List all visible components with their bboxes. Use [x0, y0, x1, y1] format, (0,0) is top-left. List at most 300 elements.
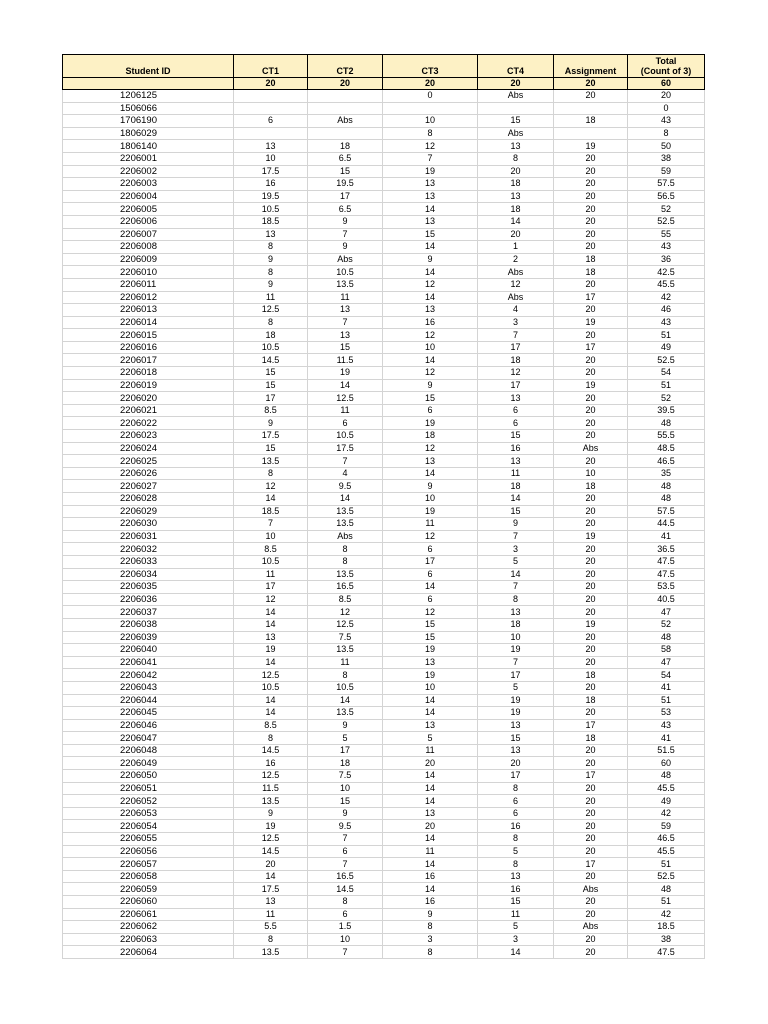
ct4-cell[interactable]: 5 — [478, 681, 554, 694]
assignment-cell[interactable]: 20 — [554, 228, 628, 241]
ct3-cell[interactable]: 16 — [383, 896, 478, 909]
student-id-cell[interactable]: 2206032 — [63, 543, 234, 556]
assignment-cell[interactable]: 17 — [554, 341, 628, 354]
student-id-cell[interactable]: 2206023 — [63, 430, 234, 443]
max-marks-cell[interactable]: 20 — [554, 78, 628, 90]
ct1-cell[interactable]: 17.5 — [234, 883, 308, 896]
assignment-cell[interactable]: 20 — [554, 870, 628, 883]
ct2-cell[interactable]: 9 — [308, 807, 383, 820]
student-id-cell[interactable]: 2206057 — [63, 858, 234, 871]
total-cell[interactable]: 47 — [628, 606, 705, 619]
ct1-cell[interactable]: 10.5 — [234, 555, 308, 568]
ct4-cell[interactable]: 8 — [478, 152, 554, 165]
ct1-cell[interactable]: 17 — [234, 392, 308, 405]
ct2-cell[interactable]: 18 — [308, 140, 383, 153]
ct3-cell[interactable]: 13 — [383, 215, 478, 228]
assignment-cell[interactable]: 20 — [554, 505, 628, 518]
total-cell[interactable]: 52.5 — [628, 870, 705, 883]
student-id-cell[interactable]: 2206036 — [63, 593, 234, 606]
assignment-cell[interactable]: 20 — [554, 807, 628, 820]
student-id-cell[interactable]: 2206060 — [63, 896, 234, 909]
student-id-cell[interactable]: 2206012 — [63, 291, 234, 304]
total-cell[interactable]: 35 — [628, 467, 705, 480]
ct2-cell[interactable]: 13.5 — [308, 707, 383, 720]
max-marks-cell[interactable]: 20 — [478, 78, 554, 90]
ct3-cell[interactable]: 14 — [383, 833, 478, 846]
ct2-cell[interactable]: 11.5 — [308, 354, 383, 367]
ct2-cell[interactable] — [308, 102, 383, 115]
student-id-cell[interactable]: 2206015 — [63, 329, 234, 342]
total-cell[interactable]: 45.5 — [628, 278, 705, 291]
total-cell[interactable]: 42.5 — [628, 266, 705, 279]
ct1-cell[interactable]: 12 — [234, 593, 308, 606]
ct2-cell[interactable]: 15 — [308, 341, 383, 354]
ct4-cell[interactable]: Abs — [478, 127, 554, 140]
ct4-cell[interactable]: 3 — [478, 933, 554, 946]
ct1-cell[interactable]: 11 — [234, 568, 308, 581]
student-id-cell[interactable]: 2206026 — [63, 467, 234, 480]
ct4-cell[interactable]: 15 — [478, 115, 554, 128]
ct3-cell[interactable]: 11 — [383, 744, 478, 757]
assignment-cell[interactable]: 20 — [554, 90, 628, 103]
ct1-cell[interactable]: 12.5 — [234, 669, 308, 682]
ct3-cell[interactable]: 10 — [383, 493, 478, 506]
student-id-cell[interactable]: 2206044 — [63, 694, 234, 707]
ct2-cell[interactable]: 7.5 — [308, 770, 383, 783]
assignment-cell[interactable]: 20 — [554, 417, 628, 430]
ct4-cell[interactable]: 2 — [478, 253, 554, 266]
student-id-cell[interactable]: 2206033 — [63, 555, 234, 568]
ct1-cell[interactable]: 8 — [234, 316, 308, 329]
ct4-cell[interactable]: 17 — [478, 669, 554, 682]
ct2-cell[interactable]: 19.5 — [308, 178, 383, 191]
ct2-cell[interactable]: 13 — [308, 329, 383, 342]
ct4-cell[interactable]: 5 — [478, 845, 554, 858]
ct3-cell[interactable]: 12 — [383, 329, 478, 342]
assignment-cell[interactable]: 20 — [554, 278, 628, 291]
assignment-cell[interactable]: 20 — [554, 820, 628, 833]
ct1-cell[interactable]: 17.5 — [234, 430, 308, 443]
ct4-cell[interactable]: 18 — [478, 480, 554, 493]
ct4-cell[interactable]: 20 — [478, 757, 554, 770]
ct3-cell[interactable]: 12 — [383, 442, 478, 455]
total-cell[interactable]: 53.5 — [628, 581, 705, 594]
ct3-cell[interactable]: 13 — [383, 719, 478, 732]
ct3-cell[interactable]: 13 — [383, 807, 478, 820]
student-id-cell[interactable]: 2206025 — [63, 455, 234, 468]
ct1-cell[interactable]: 13.5 — [234, 795, 308, 808]
total-cell[interactable]: 45.5 — [628, 845, 705, 858]
assignment-cell[interactable]: 20 — [554, 581, 628, 594]
student-id-cell[interactable]: 2206046 — [63, 719, 234, 732]
ct3-cell[interactable]: 12 — [383, 140, 478, 153]
total-cell[interactable]: 58 — [628, 644, 705, 657]
ct1-cell[interactable] — [234, 102, 308, 115]
ct4-cell[interactable]: 6 — [478, 807, 554, 820]
student-id-cell[interactable]: 2206039 — [63, 631, 234, 644]
ct3-cell[interactable]: 15 — [383, 228, 478, 241]
ct2-cell[interactable] — [308, 127, 383, 140]
ct2-cell[interactable]: 7 — [308, 228, 383, 241]
total-cell[interactable]: 43 — [628, 115, 705, 128]
ct1-cell[interactable]: 11 — [234, 908, 308, 921]
ct3-cell[interactable]: 14 — [383, 858, 478, 871]
ct1-cell[interactable]: 5.5 — [234, 921, 308, 934]
ct4-cell[interactable]: 15 — [478, 732, 554, 745]
student-id-cell[interactable]: 2206005 — [63, 203, 234, 216]
ct3-cell[interactable]: 12 — [383, 367, 478, 380]
student-id-cell[interactable]: 2206054 — [63, 820, 234, 833]
total-cell[interactable]: 59 — [628, 820, 705, 833]
ct1-cell[interactable]: 15 — [234, 379, 308, 392]
assignment-cell[interactable]: 18 — [554, 669, 628, 682]
ct4-cell[interactable]: 8 — [478, 593, 554, 606]
student-id-cell[interactable]: 2206037 — [63, 606, 234, 619]
total-cell[interactable]: 46.5 — [628, 833, 705, 846]
total-cell[interactable]: 0 — [628, 102, 705, 115]
student-id-cell[interactable]: 2206024 — [63, 442, 234, 455]
ct2-cell[interactable]: 14 — [308, 694, 383, 707]
assignment-cell[interactable]: 20 — [554, 631, 628, 644]
ct4-cell[interactable]: 17 — [478, 770, 554, 783]
ct1-cell[interactable]: 10.5 — [234, 341, 308, 354]
assignment-cell[interactable]: 18 — [554, 732, 628, 745]
header-assignment[interactable]: Assignment — [554, 55, 628, 78]
ct2-cell[interactable]: 11 — [308, 656, 383, 669]
student-id-cell[interactable]: 2206030 — [63, 518, 234, 531]
student-id-cell[interactable]: 2206053 — [63, 807, 234, 820]
ct1-cell[interactable]: 10.5 — [234, 681, 308, 694]
student-id-cell[interactable]: 2206051 — [63, 782, 234, 795]
student-id-cell[interactable]: 1806029 — [63, 127, 234, 140]
total-cell[interactable]: 52 — [628, 618, 705, 631]
ct4-cell[interactable]: 15 — [478, 896, 554, 909]
header-ct1[interactable]: CT1 — [234, 55, 308, 78]
ct2-cell[interactable]: 6.5 — [308, 152, 383, 165]
ct1-cell[interactable]: 8 — [234, 467, 308, 480]
ct2-cell[interactable]: 6 — [308, 845, 383, 858]
assignment-cell[interactable]: 10 — [554, 467, 628, 480]
ct2-cell[interactable]: 12.5 — [308, 392, 383, 405]
ct2-cell[interactable]: 9 — [308, 215, 383, 228]
total-cell[interactable]: 52.5 — [628, 354, 705, 367]
ct3-cell[interactable]: 14 — [383, 707, 478, 720]
total-cell[interactable]: 48 — [628, 480, 705, 493]
student-id-cell[interactable]: 2206055 — [63, 833, 234, 846]
ct4-cell[interactable]: 19 — [478, 707, 554, 720]
ct1-cell[interactable]: 18.5 — [234, 505, 308, 518]
ct2-cell[interactable]: 13.5 — [308, 278, 383, 291]
ct2-cell[interactable]: Abs — [308, 115, 383, 128]
ct2-cell[interactable]: 10 — [308, 782, 383, 795]
ct1-cell[interactable]: 10 — [234, 530, 308, 543]
total-cell[interactable]: 20 — [628, 90, 705, 103]
total-cell[interactable]: 51 — [628, 379, 705, 392]
ct3-cell[interactable]: 14 — [383, 354, 478, 367]
ct3-cell[interactable]: 14 — [383, 694, 478, 707]
assignment-cell[interactable]: 18 — [554, 694, 628, 707]
ct4-cell[interactable]: 19 — [478, 694, 554, 707]
ct1-cell[interactable]: 14 — [234, 606, 308, 619]
ct1-cell[interactable]: 19 — [234, 644, 308, 657]
assignment-cell[interactable]: 20 — [554, 896, 628, 909]
total-cell[interactable]: 51.5 — [628, 744, 705, 757]
assignment-cell[interactable]: Abs — [554, 883, 628, 896]
student-id-cell[interactable]: 2206064 — [63, 946, 234, 959]
total-cell[interactable]: 57.5 — [628, 178, 705, 191]
total-cell[interactable]: 51 — [628, 694, 705, 707]
ct1-cell[interactable]: 14 — [234, 707, 308, 720]
ct3-cell[interactable]: 19 — [383, 669, 478, 682]
total-cell[interactable]: 42 — [628, 807, 705, 820]
student-id-cell[interactable]: 2206063 — [63, 933, 234, 946]
ct1-cell[interactable]: 6 — [234, 115, 308, 128]
assignment-cell[interactable]: 17 — [554, 770, 628, 783]
ct3-cell[interactable]: 12 — [383, 606, 478, 619]
ct3-cell[interactable]: 17 — [383, 555, 478, 568]
ct3-cell[interactable]: 14 — [383, 203, 478, 216]
ct4-cell[interactable]: 7 — [478, 329, 554, 342]
total-cell[interactable]: 48 — [628, 883, 705, 896]
ct2-cell[interactable]: 7.5 — [308, 631, 383, 644]
student-id-cell[interactable]: 2206004 — [63, 190, 234, 203]
ct3-cell[interactable]: 13 — [383, 178, 478, 191]
student-id-cell[interactable]: 2206002 — [63, 165, 234, 178]
ct1-cell[interactable]: 12 — [234, 480, 308, 493]
header-total[interactable] — [628, 55, 705, 78]
total-cell[interactable]: 51 — [628, 896, 705, 909]
ct2-cell[interactable]: 9.5 — [308, 480, 383, 493]
ct3-cell[interactable]: 6 — [383, 543, 478, 556]
ct1-cell[interactable]: 20 — [234, 858, 308, 871]
assignment-cell[interactable]: 20 — [554, 782, 628, 795]
total-cell[interactable]: 48 — [628, 770, 705, 783]
ct3-cell[interactable]: 10 — [383, 341, 478, 354]
ct1-cell[interactable]: 7 — [234, 518, 308, 531]
ct4-cell[interactable]: 6 — [478, 795, 554, 808]
ct4-cell[interactable]: 12 — [478, 367, 554, 380]
ct4-cell[interactable]: Abs — [478, 90, 554, 103]
total-cell[interactable]: 36 — [628, 253, 705, 266]
ct1-cell[interactable]: 13 — [234, 140, 308, 153]
student-id-cell[interactable]: 2206001 — [63, 152, 234, 165]
total-cell[interactable]: 49 — [628, 795, 705, 808]
student-id-cell[interactable]: 2206014 — [63, 316, 234, 329]
student-id-cell[interactable]: 2206027 — [63, 480, 234, 493]
ct3-cell[interactable]: 9 — [383, 253, 478, 266]
student-id-cell[interactable]: 2206042 — [63, 669, 234, 682]
ct4-cell[interactable]: 15 — [478, 505, 554, 518]
ct1-cell[interactable]: 11.5 — [234, 782, 308, 795]
assignment-cell[interactable]: 20 — [554, 908, 628, 921]
assignment-cell[interactable]: 20 — [554, 367, 628, 380]
ct4-cell[interactable]: 17 — [478, 341, 554, 354]
assignment-cell[interactable]: 20 — [554, 555, 628, 568]
assignment-cell[interactable]: 20 — [554, 152, 628, 165]
ct4-cell[interactable]: 18 — [478, 203, 554, 216]
ct2-cell[interactable]: 13.5 — [308, 518, 383, 531]
ct1-cell[interactable]: 13.5 — [234, 455, 308, 468]
total-cell[interactable]: 57.5 — [628, 505, 705, 518]
ct3-cell[interactable]: 9 — [383, 379, 478, 392]
total-cell[interactable]: 52.5 — [628, 215, 705, 228]
total-cell[interactable]: 52 — [628, 203, 705, 216]
total-cell[interactable]: 43 — [628, 316, 705, 329]
student-id-cell[interactable]: 2206022 — [63, 417, 234, 430]
ct3-cell[interactable]: 13 — [383, 455, 478, 468]
ct1-cell[interactable]: 8.5 — [234, 404, 308, 417]
ct1-cell[interactable]: 8 — [234, 241, 308, 254]
ct3-cell[interactable]: 9 — [383, 908, 478, 921]
total-cell[interactable]: 39.5 — [628, 404, 705, 417]
total-cell[interactable]: 59 — [628, 165, 705, 178]
ct4-cell[interactable]: 7 — [478, 581, 554, 594]
total-cell[interactable]: 48 — [628, 493, 705, 506]
header-ct4[interactable]: CT4 — [478, 55, 554, 78]
total-cell[interactable]: 41 — [628, 681, 705, 694]
total-cell[interactable]: 38 — [628, 933, 705, 946]
ct2-cell[interactable]: 12.5 — [308, 618, 383, 631]
ct1-cell[interactable]: 8 — [234, 266, 308, 279]
assignment-cell[interactable]: 20 — [554, 593, 628, 606]
ct2-cell[interactable]: 16.5 — [308, 581, 383, 594]
total-cell[interactable]: 52 — [628, 392, 705, 405]
ct4-cell[interactable]: 13 — [478, 392, 554, 405]
ct4-cell[interactable]: 14 — [478, 568, 554, 581]
ct3-cell[interactable]: 3 — [383, 933, 478, 946]
ct1-cell[interactable]: 8.5 — [234, 719, 308, 732]
max-marks-cell[interactable]: 20 — [308, 78, 383, 90]
assignment-cell[interactable]: 19 — [554, 140, 628, 153]
ct4-cell[interactable]: 17 — [478, 379, 554, 392]
assignment-cell[interactable]: 17 — [554, 719, 628, 732]
ct1-cell[interactable]: 14 — [234, 618, 308, 631]
total-cell[interactable]: 43 — [628, 241, 705, 254]
student-id-cell[interactable]: 2206010 — [63, 266, 234, 279]
student-id-cell[interactable]: 2206058 — [63, 870, 234, 883]
ct1-cell[interactable]: 10.5 — [234, 203, 308, 216]
total-cell[interactable]: 47.5 — [628, 946, 705, 959]
ct3-cell[interactable]: 6 — [383, 568, 478, 581]
total-cell[interactable]: 8 — [628, 127, 705, 140]
student-id-cell[interactable]: 2206016 — [63, 341, 234, 354]
assignment-cell[interactable]: 20 — [554, 845, 628, 858]
ct4-cell[interactable]: 13 — [478, 190, 554, 203]
ct2-cell[interactable]: 9 — [308, 719, 383, 732]
ct4-cell[interactable]: 13 — [478, 140, 554, 153]
ct3-cell[interactable]: 8 — [383, 127, 478, 140]
ct3-cell[interactable]: 15 — [383, 618, 478, 631]
ct4-cell[interactable]: 14 — [478, 946, 554, 959]
ct2-cell[interactable]: 12 — [308, 606, 383, 619]
student-id-cell[interactable]: 2206028 — [63, 493, 234, 506]
ct2-cell[interactable]: 10.5 — [308, 266, 383, 279]
assignment-cell[interactable]: 20 — [554, 606, 628, 619]
ct4-cell[interactable]: 15 — [478, 430, 554, 443]
ct2-cell[interactable]: 7 — [308, 858, 383, 871]
ct3-cell[interactable]: 18 — [383, 430, 478, 443]
ct3-cell[interactable]: 19 — [383, 505, 478, 518]
ct1-cell[interactable]: 19.5 — [234, 190, 308, 203]
total-cell[interactable]: 55 — [628, 228, 705, 241]
ct4-cell[interactable]: 16 — [478, 820, 554, 833]
student-id-cell[interactable]: 2206020 — [63, 392, 234, 405]
assignment-cell[interactable]: 20 — [554, 707, 628, 720]
total-cell[interactable]: 55.5 — [628, 430, 705, 443]
student-id-cell[interactable]: 2206035 — [63, 581, 234, 594]
ct4-cell[interactable]: 3 — [478, 543, 554, 556]
ct3-cell[interactable]: 19 — [383, 644, 478, 657]
total-cell[interactable]: 48.5 — [628, 442, 705, 455]
assignment-cell[interactable]: 20 — [554, 404, 628, 417]
ct2-cell[interactable]: 14 — [308, 379, 383, 392]
assignment-cell[interactable]: 18 — [554, 253, 628, 266]
total-cell[interactable]: 41 — [628, 530, 705, 543]
ct2-cell[interactable]: 17 — [308, 190, 383, 203]
total-cell[interactable]: 51 — [628, 329, 705, 342]
student-id-cell[interactable]: 2206062 — [63, 921, 234, 934]
assignment-cell[interactable]: 20 — [554, 644, 628, 657]
student-id-cell[interactable]: 1706190 — [63, 115, 234, 128]
assignment-cell[interactable]: 18 — [554, 480, 628, 493]
student-id-cell[interactable]: 2206056 — [63, 845, 234, 858]
ct3-cell[interactable]: 13 — [383, 656, 478, 669]
ct3-cell[interactable]: 14 — [383, 770, 478, 783]
assignment-cell[interactable]: 19 — [554, 618, 628, 631]
ct4-cell[interactable]: 13 — [478, 870, 554, 883]
assignment-cell[interactable]: 20 — [554, 215, 628, 228]
ct4-cell[interactable]: 12 — [478, 278, 554, 291]
total-cell[interactable]: 49 — [628, 341, 705, 354]
assignment-cell[interactable]: 20 — [554, 190, 628, 203]
ct3-cell[interactable]: 15 — [383, 631, 478, 644]
ct2-cell[interactable]: 8 — [308, 543, 383, 556]
ct3-cell[interactable]: 11 — [383, 518, 478, 531]
ct4-cell[interactable]: 16 — [478, 883, 554, 896]
student-id-cell[interactable]: 2206029 — [63, 505, 234, 518]
assignment-cell[interactable]: 19 — [554, 530, 628, 543]
ct3-cell[interactable]: 14 — [383, 241, 478, 254]
assignment-cell[interactable]: 20 — [554, 795, 628, 808]
ct1-cell[interactable]: 14 — [234, 870, 308, 883]
ct2-cell[interactable]: 8.5 — [308, 593, 383, 606]
max-marks-cell[interactable]: 20 — [383, 78, 478, 90]
ct3-cell[interactable]: 15 — [383, 392, 478, 405]
total-cell[interactable]: 54 — [628, 669, 705, 682]
ct1-cell[interactable] — [234, 90, 308, 103]
assignment-cell[interactable]: 20 — [554, 744, 628, 757]
ct4-cell[interactable]: Abs — [478, 266, 554, 279]
ct1-cell[interactable]: 13 — [234, 228, 308, 241]
total-cell[interactable]: 45.5 — [628, 782, 705, 795]
student-id-cell[interactable]: 2206017 — [63, 354, 234, 367]
ct1-cell[interactable]: 17 — [234, 581, 308, 594]
ct2-cell[interactable]: 11 — [308, 404, 383, 417]
total-cell[interactable]: 42 — [628, 908, 705, 921]
assignment-cell[interactable]: Abs — [554, 442, 628, 455]
total-cell[interactable]: 51 — [628, 858, 705, 871]
ct1-cell[interactable]: 8 — [234, 732, 308, 745]
ct4-cell[interactable]: 13 — [478, 455, 554, 468]
assignment-cell[interactable]: 20 — [554, 568, 628, 581]
ct3-cell[interactable]: 0 — [383, 90, 478, 103]
ct4-cell[interactable]: 5 — [478, 921, 554, 934]
assignment-cell[interactable]: 20 — [554, 329, 628, 342]
ct1-cell[interactable]: 14 — [234, 493, 308, 506]
ct3-cell[interactable]: 6 — [383, 404, 478, 417]
total-cell[interactable]: 46.5 — [628, 455, 705, 468]
ct3-cell[interactable]: 16 — [383, 870, 478, 883]
